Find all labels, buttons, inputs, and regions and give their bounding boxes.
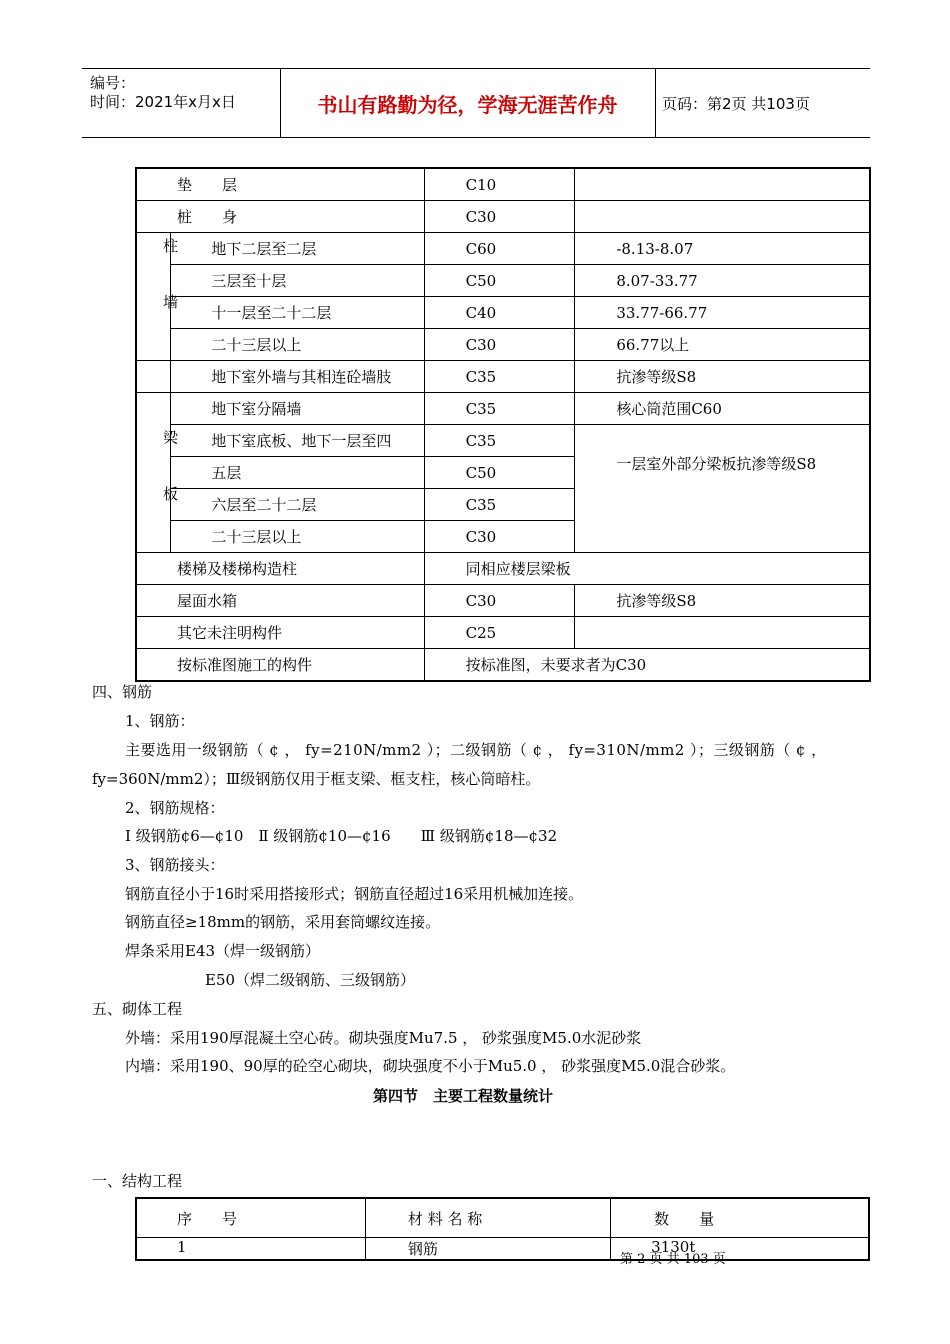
cell-name: 五层 <box>171 457 424 489</box>
table-row <box>136 329 870 361</box>
cell-grade: C30 <box>424 585 575 617</box>
cell-name: 三层至十层 <box>171 265 424 297</box>
table-row <box>136 297 870 329</box>
section4-sub1: 1、钢筋： <box>125 712 195 730</box>
cell-name: 十一层至二十二层 <box>171 297 424 329</box>
section4-p3b: 钢筋直径≥18mm的钢筋，采用套筒螺纹连接。 <box>125 913 441 931</box>
cell-note: 33.77-66.77 <box>575 297 870 329</box>
cell-note: -8.13-8.07 <box>575 233 870 265</box>
wall-group-char-1: 柱 <box>163 237 179 255</box>
section4-p3c: 焊条采用E43（焊一级钢筋） <box>125 942 321 960</box>
slab-note-cell: 一层室外部分梁板抗渗等级S8 <box>575 425 870 553</box>
table-row <box>136 1238 869 1261</box>
table-row <box>136 393 870 425</box>
table-row <box>136 425 870 457</box>
cell-index: 1 <box>136 1238 365 1261</box>
slab-group-cell <box>136 393 179 553</box>
table-row <box>136 201 870 233</box>
cell-grade: 按标准图，未要求者为C30 <box>424 649 870 682</box>
section4-p3d: E50（焊二级钢筋、三级钢筋） <box>205 971 416 989</box>
cell-note <box>575 168 870 201</box>
col-header-material: 材 料 名 称 <box>365 1198 610 1238</box>
cell-note <box>575 617 870 649</box>
cell-note: 核心筒范围C60 <box>575 393 870 425</box>
cell-grade: C35 <box>424 489 575 521</box>
page-header <box>82 68 870 138</box>
table-header-row <box>136 1198 869 1238</box>
cell-grade: C25 <box>424 617 575 649</box>
table-row <box>136 585 870 617</box>
cell-grade: C10 <box>424 168 575 201</box>
concrete-grade-table <box>135 167 871 682</box>
section5-title: 五、砌体工程 <box>92 1000 183 1018</box>
number-label: 编号： <box>90 74 136 92</box>
cell-grade: C40 <box>424 297 575 329</box>
col-header-index: 序 号 <box>136 1198 365 1238</box>
section-heading: 第四节 主要工程数量统计 <box>373 1087 554 1105</box>
blank-cell <box>136 361 171 393</box>
cell-note: 抗渗等级S8 <box>575 361 870 393</box>
cell-material: 钢筋 <box>365 1238 610 1261</box>
cell-grade: C35 <box>424 361 575 393</box>
cell-grade: C50 <box>424 457 575 489</box>
cell-grade: C30 <box>424 201 575 233</box>
quantity-table <box>135 1197 870 1261</box>
structure-title: 一、结构工程 <box>92 1172 183 1190</box>
cell-name: 地下室底板、地下一层至四 <box>171 425 424 457</box>
cell-note: 抗渗等级S8 <box>575 585 870 617</box>
wall-group-cell <box>136 233 179 361</box>
cell-name: 地下二层至二层 <box>171 233 424 265</box>
section4-sub3: 3、钢筋接头： <box>125 856 225 874</box>
cell-name: 垫 层 <box>136 168 424 201</box>
time-label: 时间：2021年x月x日 <box>90 93 236 111</box>
table-row <box>136 233 870 265</box>
table-row <box>136 617 870 649</box>
table-row <box>136 361 870 393</box>
section4-p3a: 钢筋直径小于16时采用搭接形式；钢筋直径超过16采用机械加连接。 <box>125 885 584 903</box>
cell-grade: C30 <box>424 521 575 553</box>
section4-title: 四、钢筋 <box>92 683 153 701</box>
header-motto: 书山有路勤为径，学海无涯苦作舟 <box>280 69 656 137</box>
slab-group-char-1: 梁 <box>163 429 179 447</box>
cell-name: 其它未注明构件 <box>136 617 424 649</box>
cell-name: 二十三层以上 <box>171 521 424 553</box>
table-row <box>136 265 870 297</box>
cell-name: 楼梯及楼梯构造柱 <box>136 553 424 585</box>
section4-p1a: 主要选用一级钢筋（ ¢ ， fy=210N/mm2 ）；二级钢筋（ ¢ ， fy=310N/mm2 ）；三级钢筋（ ¢ ， <box>125 741 827 759</box>
cell-name: 六层至二十二层 <box>171 489 424 521</box>
section5-p1: 外墙：采用190厚混凝土空心砖。砌块强度Mu7.5 ， 砂浆强度M5.0水泥砂浆 <box>125 1029 642 1047</box>
col-header-quantity: 数 量 <box>611 1198 869 1238</box>
cell-note <box>575 201 870 233</box>
cell-grade: C35 <box>424 393 575 425</box>
page-footer: 第 2 页 共 103 页 <box>620 1252 726 1267</box>
cell-note: 66.77以上 <box>575 329 870 361</box>
slab-group-char-2: 板 <box>163 485 179 503</box>
section4-p2: Ⅰ 级钢筋¢6—¢10 Ⅱ 级钢筋¢10—¢16 Ⅲ 级钢筋¢18—¢32 <box>125 827 558 845</box>
section4-sub2: 2、钢筋规格： <box>125 799 225 817</box>
section4-p1b: fy=360N/mm2）；Ⅲ级钢筋仅用于框支梁、框支柱，核心筒暗柱。 <box>92 770 541 788</box>
cell-name: 二十三层以上 <box>171 329 424 361</box>
header-meta <box>82 69 281 137</box>
section5-p2: 内墙：采用190、90厚的砼空心砌块，砌块强度不小于Mu5.0 ， 砂浆强度M5.0混合砂浆。 <box>125 1057 736 1075</box>
table-row <box>136 649 870 682</box>
cell-note: 8.07-33.77 <box>575 265 870 297</box>
header-page-info: 页码：第2页 共103页 <box>662 94 810 113</box>
cell-grade: C60 <box>424 233 575 265</box>
cell-grade: C30 <box>424 329 575 361</box>
cell-quantity: 3130t <box>611 1238 869 1261</box>
cell-name: 屋面水箱 <box>136 585 424 617</box>
cell-grade: 同相应楼层梁板 <box>424 553 870 585</box>
table-row <box>136 168 870 201</box>
table-row <box>136 553 870 585</box>
wall-group-char-2: 墙 <box>163 293 179 311</box>
cell-name: 地下室外墙与其相连砼墙肢 <box>171 361 424 393</box>
cell-grade: C35 <box>424 425 575 457</box>
cell-grade: C50 <box>424 265 575 297</box>
cell-name: 地下室分隔墙 <box>171 393 424 425</box>
cell-name: 按标准图施工的构件 <box>136 649 424 682</box>
cell-name: 桩 身 <box>136 201 424 233</box>
